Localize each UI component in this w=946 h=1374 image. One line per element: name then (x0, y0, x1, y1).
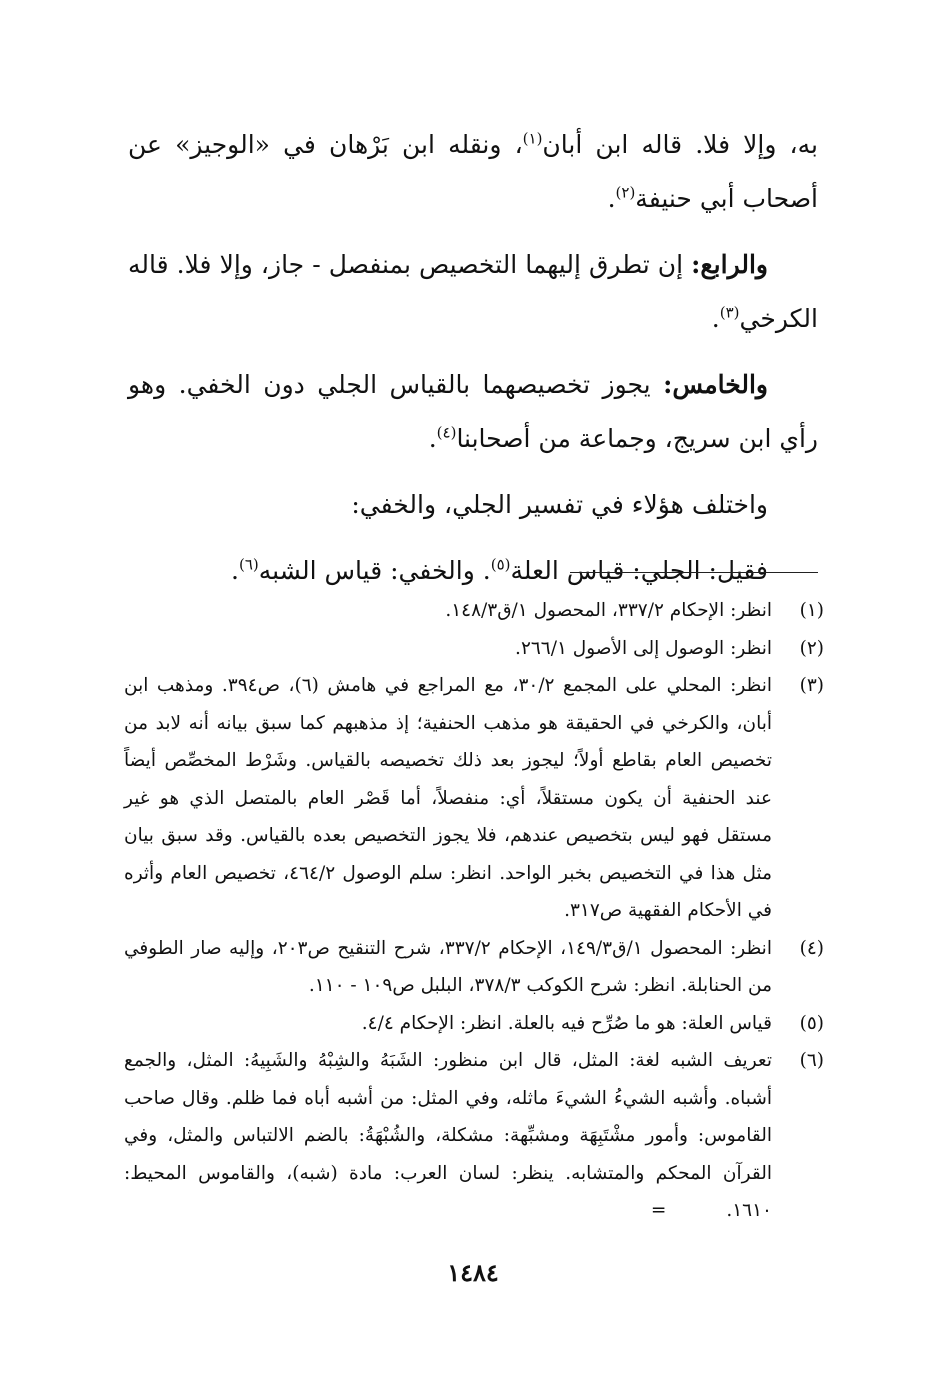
footnote-ref-5[interactable]: (٥) (490, 555, 511, 574)
footnote-6 (124, 1042, 824, 1230)
footnote-number: (١) (799, 600, 824, 621)
paragraph-lead: والرابع: (691, 250, 768, 279)
main-text (128, 118, 818, 610)
footnote-ref-6[interactable]: (٦) (239, 555, 259, 574)
footnote-ref-2[interactable]: (٢) (615, 183, 636, 202)
footnote-separator (570, 572, 818, 573)
page-number: ١٤٨٤ (447, 1258, 499, 1287)
footnote-2 (124, 630, 824, 668)
paragraph-4th-opinion: والرابع: إن تطرق إليهما التخصيص بمنفصل - جاز، وإلا فلا. قاله الكرخي$^{(٣)}$. (128, 250, 818, 333)
footnote-text: انظر: المحلي على المجمع ٣٠/٢، مع المراجع في هامش (٦)، ص٣٩٤. ومذهب ابن أبان، والكرخي في الحقيقة هو مذهب الحنفية؛ إذ مذهبهم كما سبق بيانه أنه لابد من تخصيص العام بقاطع أولاً؛ ليجوز بعد ذلك تخصيصه بالقياس. وشَرْط المخصِّص أيضاً عند الحنفية أن يكون مستقلاً، أي: منفصلاً، أما قَصْر العام بالمتصل الذي هو غير مستقل فهو ليس بتخصيص عندهم، فلا يجوز التخصيص بعده بالقياس. وقد سبق بيان مثل هذا في التخصيص بخبر الواحد. انظر: سلم الوصول ٤٦٤/٢، تخصيص العام وأثره في الأحكام الفقهية ص٣١٧. (124, 675, 772, 921)
footnote-4 (124, 930, 824, 1005)
paragraph-definitions: فقيل: الجلي: قياس العلة$^{(٥)}$. والخفي: قياس الشبه$^{(٦)}$. (231, 555, 768, 585)
footnote-text: قياس العلة: هو ما صُرِّح فيه بالعلة. انظر: الإحكام ٤/٤. (361, 1012, 772, 1034)
footnote-number: (٦) (799, 1050, 824, 1071)
continuation-mark: = (650, 1200, 667, 1221)
footnote-text: انظر: الإحكام ٣٣٧/٢، المحصول ١/ق١٤٨/٣. (445, 600, 772, 621)
paragraph-1: به، وإلا فلا. قاله ابن أبان$^{(١)}$، ونقله ابن بَرْهان في «الوجيز» عن أصحاب أبي حنيفة$^{(٢)}$. (128, 129, 818, 213)
footnote-number: (٢) (799, 637, 824, 659)
footnote-3 (124, 667, 824, 930)
footnote-number: (٥) (799, 1012, 824, 1034)
footnote-5 (124, 1005, 824, 1043)
footnote-text: انظر: الوصول إلى الأصول ٢٦٦/١. (515, 637, 772, 659)
footnote-number: (٤) (799, 937, 824, 959)
paragraph-5th-opinion: والخامس: يجوز تخصيصهما بالقياس الجلي دون الخفي. وهو رأي ابن سريج، وجماعة من أصحابنا$^{(٤)}$. (128, 370, 818, 453)
footnote-ref-1[interactable]: (١) (522, 129, 543, 148)
footnote-text: تعريف الشبه لغة: المثل، قال ابن منظور: الشَبَهُ والشِبْهُ والشَبِيهُ: المثل، والجمع أشباه. وأشبه الشيءُ الشيءَ ماثله، وفي المثل: من أشبه أباه فما ظلم. وقال صاحب القاموس: وأمور مشْتَبِهَة ومشبِّهة: مشكلة، والشُبْهَةُ: بالضم الالتباس والمثل، وفي القرآن المحكم والمتشابه. ينظر: لسان العرب: مادة (شبه)، والقاموس المحيط: ١٦١٠. (124, 1050, 772, 1221)
footnote-ref-4[interactable]: (٤) (436, 423, 457, 442)
footnote-ref-3[interactable]: (٣) (719, 303, 740, 322)
footnote-1 (124, 592, 824, 630)
paragraph-lead: والخامس: (663, 370, 768, 399)
footnotes (124, 592, 824, 1230)
paragraph-disagreement: واختلف هؤلاء في تفسير الجلي، والخفي: (351, 490, 768, 519)
footnote-number: (٣) (799, 675, 824, 696)
footnote-text: انظر: المحصول ١/ق١٤٩/٣، الإحكام ٣٣٧/٢، شرح التنقيح ص٢٠٣، وإليه صار الطوفي من الحنابلة. انظر: شرح الكوكب ٣٧٨/٣، البلبل ص١٠٩ - ١١٠. (124, 937, 772, 996)
